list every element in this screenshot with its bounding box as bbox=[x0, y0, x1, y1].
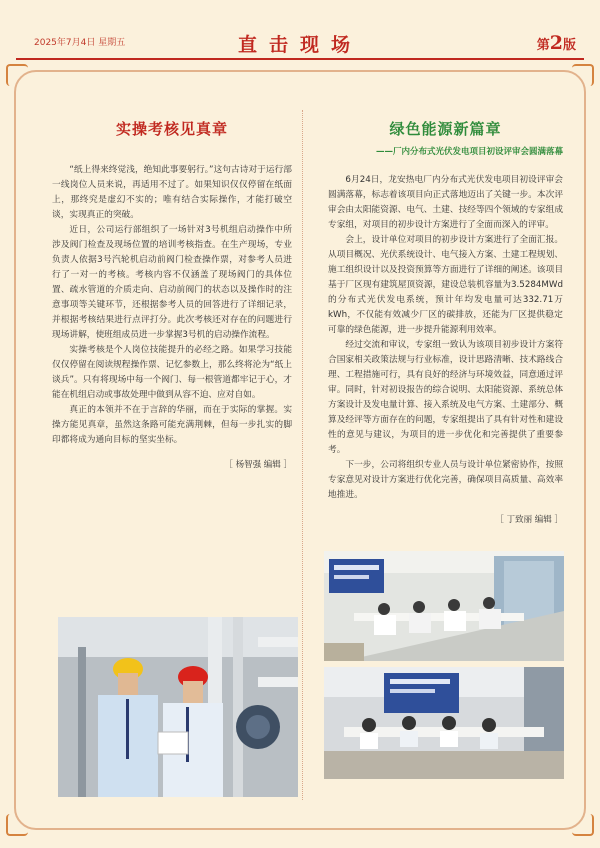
left-article-title: 实操考核见真章 bbox=[115, 120, 228, 138]
corner-ornament-bottom-right bbox=[572, 814, 594, 836]
right-article-body bbox=[328, 173, 563, 503]
page-suffix: 版 bbox=[562, 38, 576, 53]
right-article-editor: ［ 丁致丽 编辑 ］ bbox=[495, 515, 563, 525]
page-number-digit: 2 bbox=[549, 32, 563, 54]
right-paragraph: 下一步，公司将组织专业人员与设计单位紧密协作，按照专家意见对设计方案进行优化完善，确保项目高质量、高效率地推进。 bbox=[328, 460, 563, 500]
right-paragraph: 会上，设计单位对项目的初步设计方案进行了全面汇报。从项目概况、光伏系统设计、电气接入方案、土建工程规划、施工组织设计以及投资预算等方面进行了详细的阐述。该项目基于厂区现有建筑屋顶资源，建设总装机容量为3.5284MWd的分布式光伏发电系统，预计年均发电量可达332.71万kWh，不仅能有效减少厂区的碳排放，还能为厂区提供稳定可靠的绿色能源，进一步提升能源利用效率。 bbox=[328, 235, 563, 335]
meeting-room-photo bbox=[324, 551, 564, 661]
corner-ornament-top-left bbox=[6, 64, 28, 86]
left-paragraph: “纸上得来终觉浅，绝知此事要躬行。”这句古诗对于运行部一线岗位人员来说，再适用不过了。如果知识仅仅停留在纸面上，那终究是虚幻不实的；唯有结合实际操作，才能打破空谈，实现真正的突破。 bbox=[52, 165, 292, 220]
corner-ornament-top-right bbox=[572, 64, 594, 86]
right-paragraph: 6月24日，龙安热电厂内分布式光伏发电项目初设评审会圆满落幕，标志着该项目向正式落地迈出了关键一步。本次评审会由太阳能资源、电气、土建、技经等四个领域的专家组成专家组，对项目的初步设计方案进行了全面而深入的评审。 bbox=[328, 175, 563, 230]
column-divider bbox=[302, 110, 303, 800]
right-article bbox=[328, 118, 563, 525]
workers-inspection-photo-icon bbox=[58, 617, 298, 797]
page-header bbox=[14, 30, 586, 54]
meeting-room-photo-icon bbox=[324, 551, 564, 661]
left-paragraph: 近日，公司运行部组织了一场针对3号机组启动操作中所涉及阀门检查及现场位置的培训考核指查。在生产现场，专业负责人依据3号汽轮机启动前阀门检查操作票，对参考人员进行了一对一的考核。考核内容不仅涵盖了现场阀门的具体位置、疏水管道的介质走向、启动前阀门的状态以及操作时的注意事项等关键环节，还根据参考人员的回答进行了详细记录，并根据考核结果进行点评打分。此次考核还对存在的问题进行现场讲解，使班组成员进一步掌握3号机的启动操作流程。 bbox=[52, 225, 292, 340]
issue-date: 2025年7月4日 星期五 bbox=[34, 38, 126, 48]
left-article-body bbox=[52, 163, 292, 448]
header-rule bbox=[16, 58, 584, 60]
right-article-subtitle: ——厂内分布式光伏发电项目初设评审会圆满落幕 bbox=[375, 147, 563, 157]
workers-inspection-photo bbox=[58, 617, 298, 797]
left-article bbox=[52, 118, 292, 470]
left-paragraph: 真正的本领并不在于言辞的华丽，而在于实际的掌握。实操方能见真章，虽然这条路可能充满荆棘，但每一步扎实的脚印都将成为通向目标的坚实坐标。 bbox=[52, 405, 292, 445]
left-paragraph: 实操考核是个人岗位技能提升的必经之路。如果学习技能仅仅停留在阅读规程操作票、记忆参数上，那么终将沦为“纸上谈兵”。只有将现场中每一个阀门、每一根管道都牢记于心，才能在机组启动或事故处理中做到从容不迫、应对自如。 bbox=[52, 345, 292, 400]
page-number bbox=[537, 32, 576, 54]
right-article-title: 绿色能源新篇章 bbox=[389, 120, 502, 138]
left-article-editor: ［ 杨智强 编辑 ］ bbox=[224, 460, 292, 470]
section-masthead: 直击现场 bbox=[237, 34, 362, 56]
right-paragraph: 经过交流和审议，专家组一致认为该项目初步设计方案符合国家相关政策法规与行业标准，设计思路清晰、技术路线合理、工程措施可行，具有良好的经济与环境效益，同意通过评审。同时，针对初设报告的综合说明、太阳能资源、系统总体方案设计及发电量计算、接入系统及电气方案、土建部分、概算及经评等方面存在的问题，专家组提出了具有针对性和建设性的意见与建议，为项目的进一步优化和完善提供了重要参考。 bbox=[328, 340, 563, 455]
review-meeting-photo-icon bbox=[324, 667, 564, 779]
review-meeting-photo bbox=[324, 667, 564, 779]
page-prefix: 第 bbox=[536, 38, 550, 53]
corner-ornament-bottom-left bbox=[6, 814, 28, 836]
